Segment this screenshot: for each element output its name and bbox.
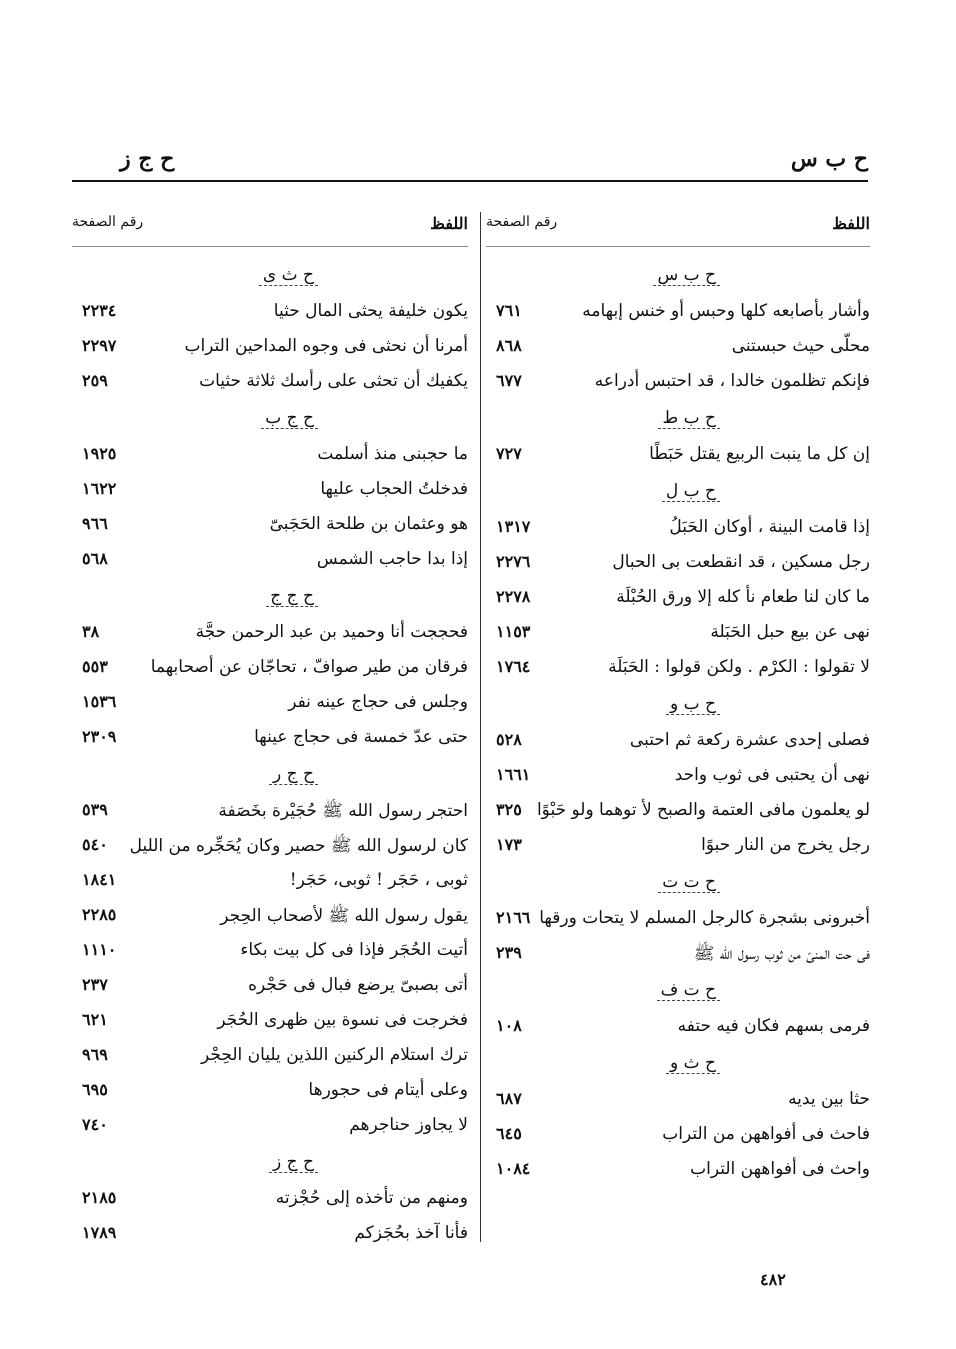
index-entry: [486, 618, 870, 653]
index-entry: [72, 971, 468, 1006]
entry-text: وعلى أيتام فى حجورها: [308, 1080, 468, 1100]
entry-page-number: ٥٥٣: [82, 657, 108, 676]
index-entry: [72, 1219, 468, 1254]
left-column: [72, 210, 468, 1260]
index-entry: [486, 796, 870, 831]
section-root: [72, 402, 468, 440]
section-root-label: ح ج ر: [269, 764, 318, 785]
entry-text: حتى عدّ خمسة فى حجاج عينها: [254, 727, 468, 747]
index-entry: [72, 688, 468, 723]
entry-page-number: ١٥٣٦: [82, 692, 117, 711]
entry-text: نهى عن بيع حبل الحَبَلة: [710, 622, 870, 642]
index-entry: [72, 653, 468, 688]
entry-page-number: ٢١٨٥: [82, 1188, 117, 1207]
index-entry: [486, 440, 870, 475]
section-root-label: ح ب و: [666, 694, 720, 715]
entry-text: إذا قامت البينة ، أوكان الحَبَلُ: [669, 517, 870, 537]
entry-text: لو يعلمون مافى العتمة والصبح لأ توهما ولو حَبْوًا: [536, 800, 870, 820]
index-entry: [486, 367, 870, 402]
running-head-right: ح ب س: [790, 146, 868, 172]
section-root-label: ح ج ب: [261, 408, 318, 429]
entry-text: يكفيك أن تحثى على رأسك ثلاثة حثيات: [199, 371, 468, 391]
entry-page-number: ٦٨٧: [496, 1089, 522, 1108]
entry-page-number: ١٧٣: [496, 835, 522, 854]
entry-page-number: ٢٢٧٦: [496, 552, 531, 571]
index-entry: [486, 1012, 870, 1047]
index-entry: [72, 1184, 468, 1219]
section-root-label: ح ج ز: [269, 1152, 318, 1173]
section-root-label: ح ث و: [666, 1053, 720, 1074]
entry-page-number: ٥٢٨: [496, 730, 522, 749]
entry-text: لا تقولوا : الكرْم . ولكن قولوا : الحَبَلَة: [608, 657, 870, 677]
entry-page-number: ١٠٨٤: [496, 1159, 531, 1178]
index-entry: [72, 545, 468, 580]
entry-page-number: ٦٢١: [82, 1010, 108, 1029]
entry-text: ما حجبنى منذ أسلمت: [317, 444, 468, 464]
index-entry: [486, 583, 870, 618]
entry-text: هو وعثمان بن طلحة الحَجَبىّ: [269, 514, 468, 534]
entry-text: رجل يخرج من النار حبوًا: [701, 835, 870, 855]
index-entry: [486, 726, 870, 761]
entry-text: أخبرونى بشجرة كالرجل المسلم لا يتحات ورقها: [539, 908, 870, 928]
index-entry: [486, 548, 870, 583]
section-root-label: ح ت ف: [657, 980, 720, 1001]
index-entry: [72, 866, 468, 901]
entry-text: محلّى حيث حبستنى: [731, 336, 870, 356]
section-root: [486, 866, 870, 904]
entry-page-number: ٧٢٧: [496, 444, 522, 463]
entry-text: أتى بصبىّ يرضع فبال فى حَجْره: [248, 975, 468, 995]
index-entry: [72, 297, 468, 332]
entry-page-number: ٢٣٩: [496, 943, 522, 962]
entry-page-number: ٢٣٧: [82, 975, 108, 994]
index-entry: [72, 332, 468, 367]
index-entry: [72, 1041, 468, 1076]
entry-page-number: ٢٢٣٤: [82, 301, 117, 320]
entry-page-number: ٢٢٩٧: [82, 336, 117, 355]
index-entry: [486, 1120, 870, 1155]
running-head: [72, 140, 868, 182]
index-entry: [72, 367, 468, 402]
index-entry: [72, 475, 468, 510]
index-entry: [486, 1155, 870, 1190]
right-column-header: [486, 210, 870, 247]
entry-text: ما كان لنا طعام نأ كله إلا ورق الحُبْلَة: [616, 587, 870, 607]
entry-page-number: ١١٥٣: [496, 622, 531, 641]
entry-text: فرمى بسهم فكان فيه حتفه: [677, 1016, 870, 1036]
page-label: رقم الصفحة: [486, 214, 558, 230]
index-entry: [72, 1076, 468, 1111]
section-root: [486, 475, 870, 513]
entry-page-number: ١١١٠: [82, 940, 117, 959]
entry-text: إذا بدا حاجب الشمس: [316, 549, 468, 569]
index-entry: [486, 761, 870, 796]
section-root-label: ح ب ط: [658, 408, 720, 429]
section-root-label: ح ج ج: [266, 586, 318, 607]
entry-page-number: ٢٥٩: [82, 371, 108, 390]
section-root: [486, 1047, 870, 1085]
index-entry: [72, 936, 468, 971]
section-root: [72, 1146, 468, 1184]
entry-page-number: ٢٢٨٥: [82, 905, 117, 924]
left-column-header: [72, 210, 468, 247]
right-column: [486, 210, 870, 1260]
entry-page-number: ١٧٨٩: [82, 1223, 117, 1242]
entry-text: إن كل ما ينبت الربيع يقتل حَبَطًا: [649, 444, 870, 464]
entry-page-number: ١٩٢٥: [82, 444, 117, 463]
entry-page-number: ٦٧٧: [496, 371, 522, 390]
entry-page-number: ٥٦٨: [82, 549, 108, 568]
entry-page-number: ١٦٢٢: [82, 479, 117, 498]
entry-text: فى حت المنىّ من ثوب رسول الله ﷺ: [693, 944, 870, 964]
index-entry: [72, 510, 468, 545]
entry-page-number: ٥٤٠: [82, 835, 108, 854]
index-entry: [72, 831, 468, 866]
entry-page-number: ٢١٦٦: [496, 908, 531, 927]
entry-text: فأنا آخذ بحُجَزكم: [354, 1223, 468, 1243]
entry-text: فإنكم تظلمون خالدا ، قد احتبس أدراعه: [594, 371, 870, 391]
index-entry: [72, 1111, 468, 1146]
section-root: [486, 688, 870, 726]
entry-page-number: ٢٣٠٩: [82, 727, 117, 746]
entry-page-number: ١٠٨: [496, 1016, 522, 1035]
entry-page-number: ٣٢٥: [496, 800, 522, 819]
entry-page-number: ٨٦٨: [496, 336, 522, 355]
page-label: رقم الصفحة: [72, 214, 144, 230]
index-entry: [486, 332, 870, 367]
index-entry: [72, 901, 468, 936]
entry-text: رجل مسكين ، قد انقطعت بى الحبال: [612, 552, 870, 572]
entry-text: حثا بين يديه: [788, 1089, 870, 1109]
entry-text: ومنهم من تأخذه إلى حُجْزته: [275, 1188, 468, 1208]
section-root-label: ح ت ت: [658, 872, 720, 893]
entry-page-number: ٦٤٥: [496, 1124, 522, 1143]
entry-page-number: ٧٤٠: [82, 1115, 108, 1134]
index-entry: [486, 904, 870, 939]
section-root: [486, 259, 870, 297]
entry-text: يكون خليفة يحثى المال حثيا: [273, 301, 468, 321]
entry-page-number: ٩٦٩: [82, 1045, 108, 1064]
section-root: [72, 758, 468, 796]
entry-page-number: ١٦٦١: [496, 765, 531, 784]
entry-text: فحججت أنا وحميد بن عبد الرحمن حجَّة: [195, 622, 468, 642]
index-entry: [486, 939, 870, 974]
entry-text: فخرجت فى نسوة بين ظهرى الحُجَر: [217, 1010, 468, 1030]
section-root-label: ح ث ى: [259, 265, 318, 286]
entry-text: ثوبى ، حَجَر ! ثوبى، حَجَر!: [289, 870, 468, 890]
word-label: اللفظ: [832, 214, 870, 233]
section-root-label: ح ب ل: [662, 481, 720, 502]
entry-text: لا يجاوز حناجرهم: [349, 1115, 468, 1135]
entry-text: فدخلتُ الحجاب عليها: [320, 479, 468, 499]
entry-text: احتجر رسول الله ﷺ حُجَيْرة بخَصَفة: [218, 801, 468, 821]
index-entry: [486, 297, 870, 332]
entry-text: كان لرسول الله ﷺ حصير وكان يُحَجِّره من الليل: [129, 836, 468, 856]
entry-page-number: ٧٦١: [496, 301, 522, 320]
index-entry: [486, 1085, 870, 1120]
entry-page-number: ٢٢٧٨: [496, 587, 531, 606]
running-head-left: ح ج ز: [120, 146, 175, 172]
entry-text: وأشار بأصابعه كلها وحبس أو خنس إبهامه: [582, 301, 870, 321]
word-label: اللفظ: [430, 214, 468, 233]
entry-text: أتيت الحُجَر فإذا فى كل بيت بكاء: [240, 940, 468, 960]
index-entry: [486, 513, 870, 548]
entry-page-number: ٥٣٩: [82, 800, 108, 819]
index-entry: [72, 1006, 468, 1041]
page-number: ٤٨٢: [760, 1270, 786, 1289]
entry-page-number: ٦٩٥: [82, 1080, 108, 1099]
entry-text: فرقان من طير صوافّ ، تحاجّان عن أصحابهما: [150, 657, 468, 677]
section-root: [486, 974, 870, 1012]
entry-text: يقول رسول الله ﷺ لأصحاب الحِجر: [220, 906, 468, 926]
entry-text: فصلى إحدى عشرة ركعة ثم احتبى: [629, 730, 870, 750]
section-root: [486, 402, 870, 440]
index-entry: [486, 831, 870, 866]
section-root: [72, 259, 468, 297]
index-entry: [486, 653, 870, 688]
entry-page-number: ٣٨: [82, 622, 100, 641]
index-entry: [72, 723, 468, 758]
entry-text: نهى أن يحتبى فى ثوب واحد: [674, 765, 870, 785]
entry-text: فاحث فى أفواههن من التراب: [662, 1124, 870, 1144]
entry-text: أمرنا أن نحثى فى وجوه المداحين التراب: [184, 336, 468, 356]
entry-page-number: ١٣١٧: [496, 517, 531, 536]
entry-text: وجلس فى حجاج عينه نفر: [288, 692, 468, 712]
index-entry: [72, 440, 468, 475]
index-entry: [72, 618, 468, 653]
entry-page-number: ١٧٦٤: [496, 657, 531, 676]
index-entry: [72, 796, 468, 831]
entry-page-number: ٩٦٦: [82, 514, 108, 533]
entry-page-number: ١٨٤١: [82, 870, 117, 889]
section-root: [72, 580, 468, 618]
section-root-label: ح ب س: [653, 265, 720, 286]
column-divider: [480, 212, 481, 1242]
entry-text: ترك استلام الركنين اللذين يليان الحِجْر: [201, 1045, 468, 1065]
entry-text: واحث فى أفواههن التراب: [690, 1159, 870, 1179]
